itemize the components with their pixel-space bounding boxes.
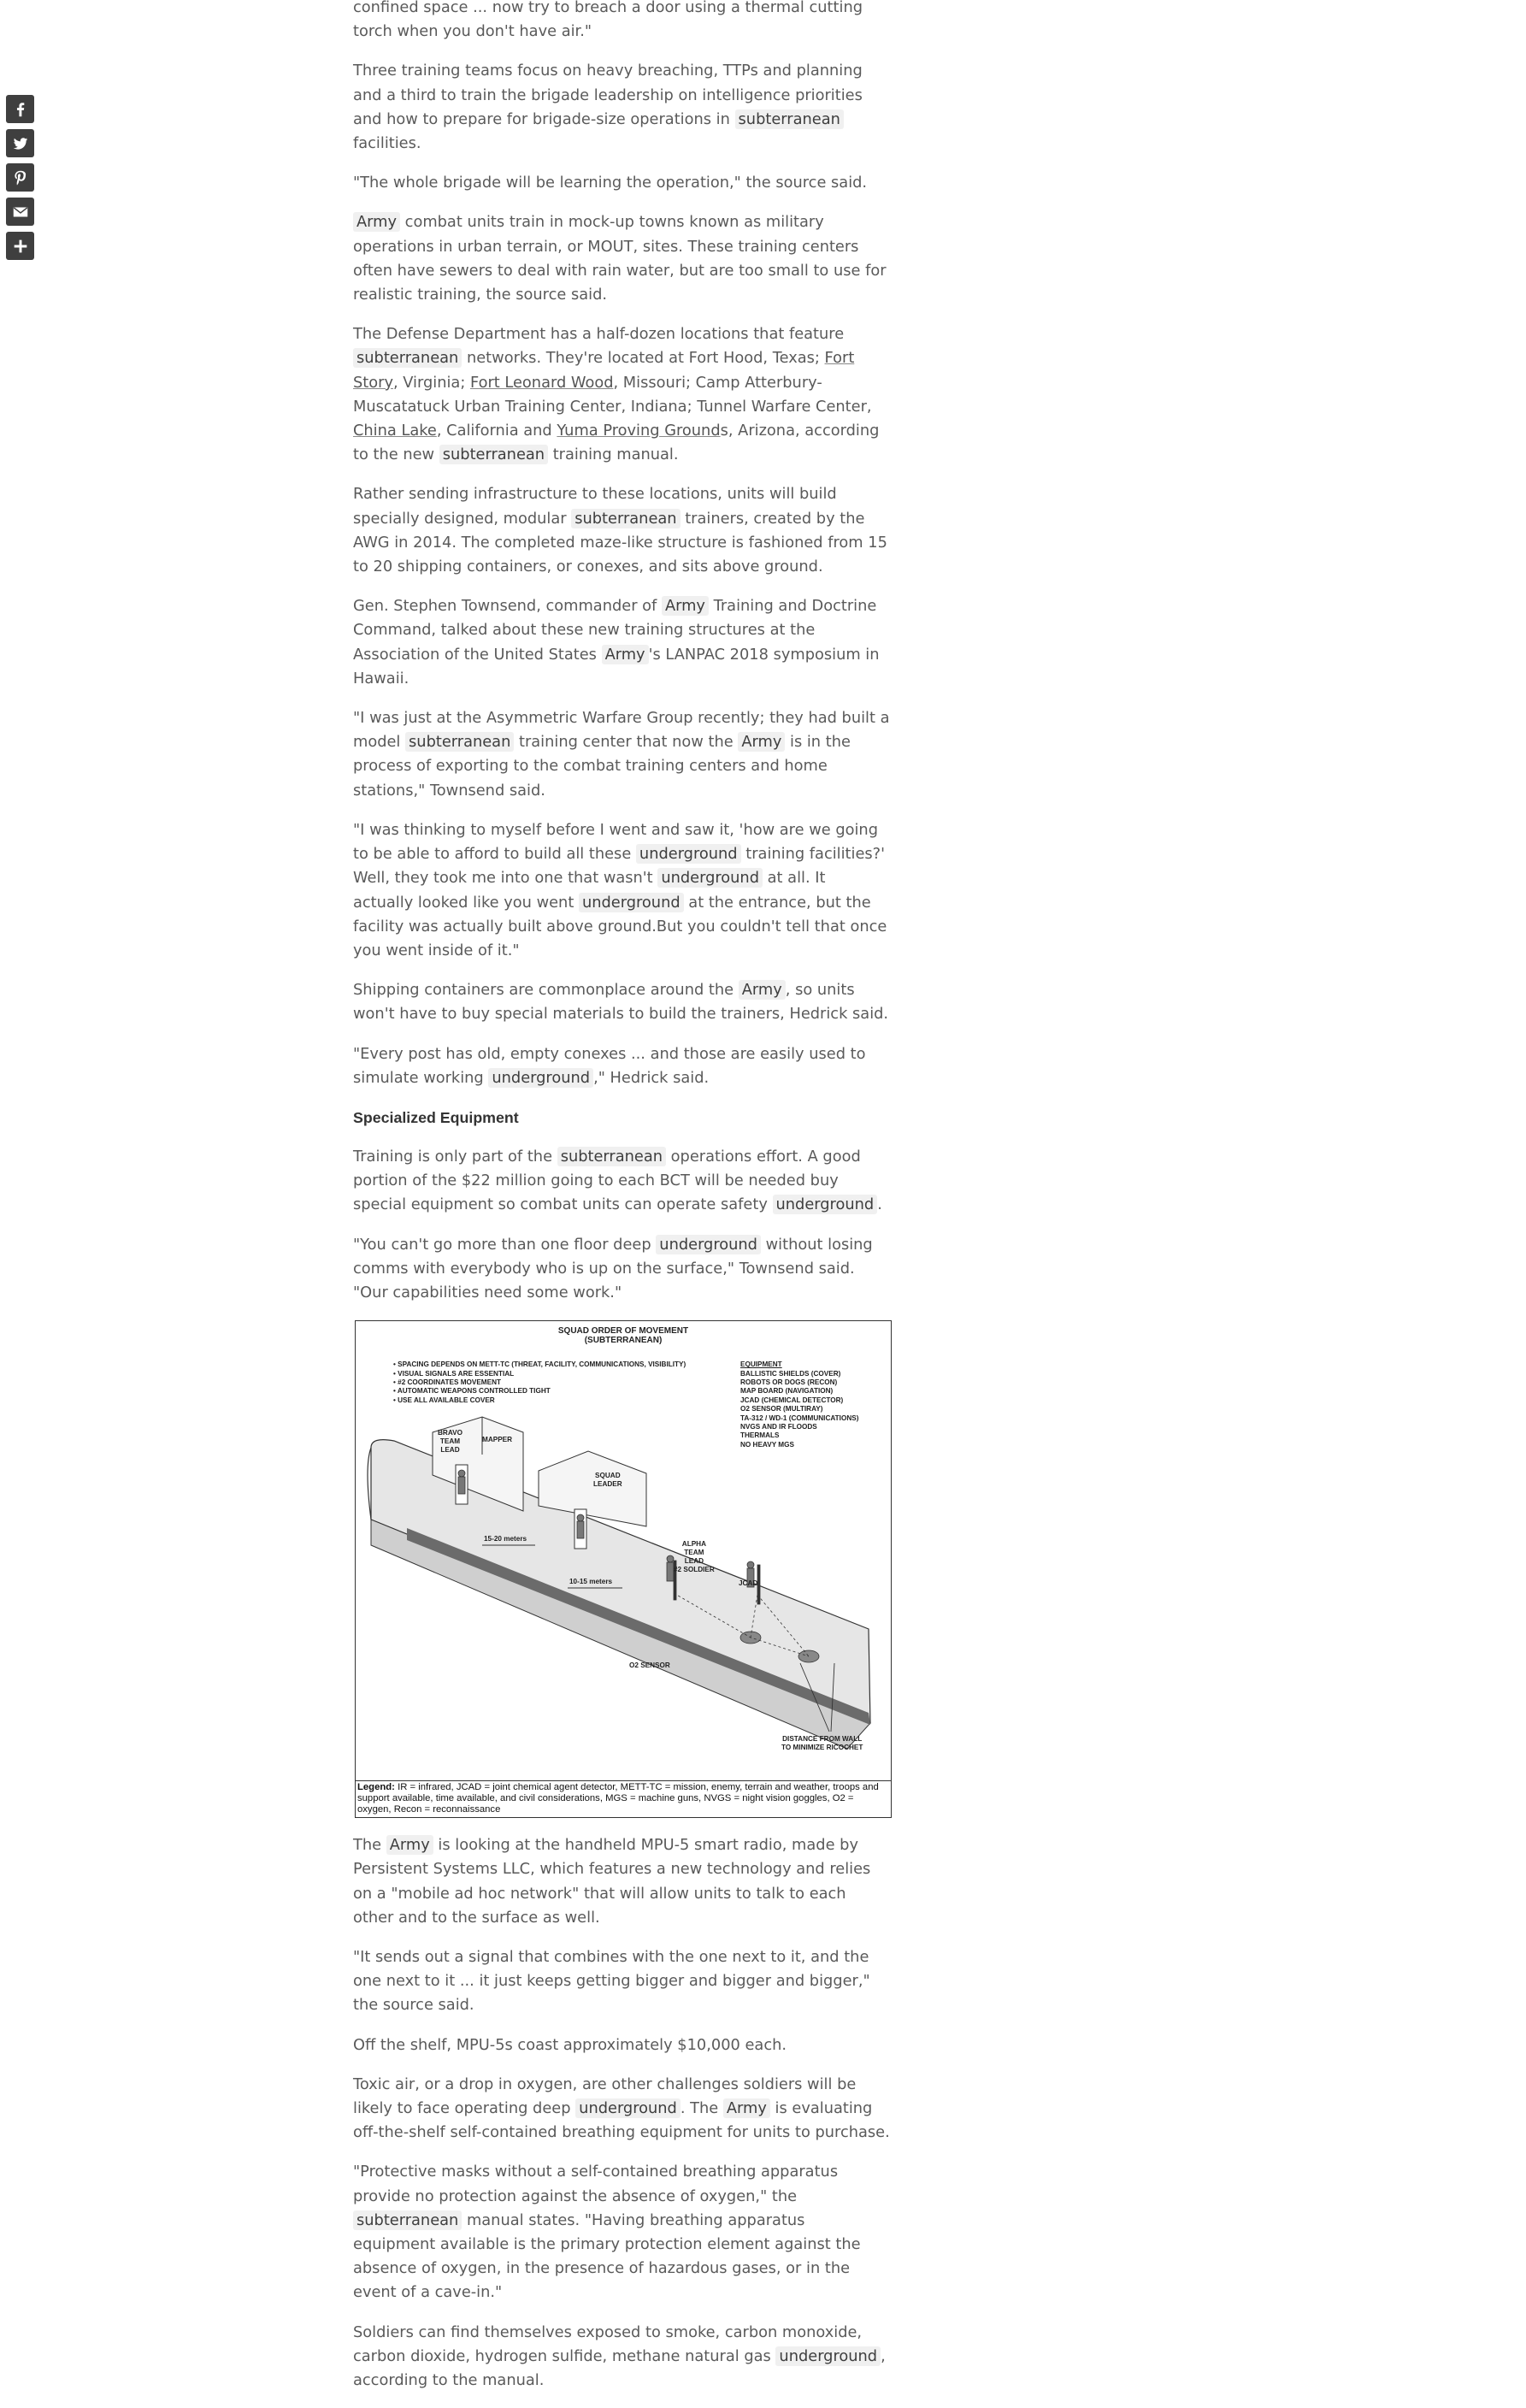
more-share-button[interactable] (6, 232, 34, 260)
paragraph: Off the shelf, MPU-5s coast approximately $10,000 each. (353, 2035, 787, 2054)
pinterest-icon (11, 168, 30, 187)
paragraph: Soldiers can find themselves exposed to smoke, carbon monoxide, carbon dioxide, hydrogen sulfide, methane natural gas underground , according to the manual. (353, 2322, 886, 2389)
figure-title: SQUAD ORDER OF MOVEMENT (SUBTERRANEAN) (557, 1326, 689, 1346)
paragraph: Shipping containers are commonplace around the Army , so units won't have to buy special materials to build the trainers, Hedrick said. (353, 981, 889, 1024)
paragraph: "Protective masks without a self-contained breathing apparatus provide no protection against the absence of oxygen," the subterranean manual states. "Having breathing apparatus equipment available is the primary protection element against the absence of oxygen, in the presence of hazardous gases, or in the event of a cave-in." (353, 2163, 861, 2302)
paragraph: "It sends out a signal that combines with the one next to it, and the one next to it ... it just keeps getting bigger and bigger and bigger," the source said. (353, 1947, 870, 2015)
paragraph: confined space ... now try to breach a door using a thermal cutting torch when you don't have air." (353, 0, 863, 41)
keyword-highlight[interactable]: underground (579, 893, 684, 912)
keyword-highlight[interactable]: underground (488, 1068, 593, 1088)
keyword-highlight[interactable]: subterranean (557, 1147, 666, 1166)
label-bravo-team-lead: BRAVO TEAM LEAD (438, 1429, 463, 1455)
link-china-lake[interactable]: China Lake (353, 422, 437, 440)
link-fort-story[interactable]: Fort Story (353, 349, 855, 392)
keyword-highlight[interactable]: subterranean (353, 2210, 462, 2230)
keyword-highlight[interactable]: subterranean (405, 732, 514, 752)
keyword-highlight[interactable]: subterranean (735, 109, 844, 129)
keyword-highlight[interactable]: Army (739, 980, 786, 1000)
keyword-highlight[interactable]: underground (775, 2346, 881, 2366)
plus-icon (11, 237, 30, 256)
equipment-item: ROBOTS OR DOGS (RECON) (740, 1378, 838, 1386)
label-mapper: MAPPER (482, 1436, 513, 1444)
keyword-highlight[interactable]: underground (636, 844, 741, 864)
keyword-highlight[interactable]: underground (773, 1195, 878, 1214)
figure-bullet: • #2 COORDINATES MOVEMENT (393, 1378, 501, 1386)
paragraph: Training is only part of the subterranean operations effort. A good portion of the $22 million going to each BCT will be needed buy special equipment so combat units can operate safety underground . (353, 1147, 882, 1214)
equipment-item: JCAD (CHEMICAL DETECTOR) (740, 1396, 844, 1404)
keyword-highlight[interactable]: underground (575, 2098, 681, 2118)
keyword-highlight[interactable]: Army (738, 732, 785, 752)
facebook-icon (11, 100, 30, 119)
article-body (353, 0, 890, 2408)
paragraph: "Every post has old, empty conexes ... and those are easily used to simulate working underground ," Hedrick said. (353, 1044, 866, 1087)
paragraph: The Army is looking at the handheld MPU-5 smart radio, made by Persistent Systems LLC, which features a new technology and relies on a "mobile ad hoc network" that will allow units to talk to each other and to the surface as well. (353, 1836, 871, 1927)
pinterest-share-button[interactable] (6, 163, 34, 192)
equipment-item: O2 SENSOR (MULTIRAY) (740, 1405, 823, 1414)
keyword-highlight[interactable]: underground (656, 1235, 761, 1254)
keyword-highlight[interactable]: Army (662, 596, 709, 616)
keyword-highlight[interactable]: Army (602, 645, 649, 664)
email-share-button[interactable] (6, 198, 34, 226)
figure-legend: Legend: IR = infrared, JCAD = joint chemical agent detector, METT-TC = mission, enemy, terrain and weather, troops and support available, time available, and civil considerations, MGS = machine guns, NVGS = night vision goggles, O2 = oxygen, Recon = reconnaissance (356, 1780, 891, 1817)
keyword-highlight[interactable]: Army (353, 212, 400, 232)
paragraph: "I was just at the Asymmetric Warfare Group recently; they had built a model subterranean training center that now the Army is in the process of exporting to the combat training centers and home stations," Townsend said. (353, 709, 890, 800)
twitter-share-button[interactable] (6, 129, 34, 157)
paragraph: Rather sending infrastructure to these locations, units will build specially designed, modular subterranean trainers, created by the AWG in 2014. The completed maze-like structure is fashioned from 15 to 20 shipping containers, or conexes, and sits above ground. (353, 485, 887, 576)
keyword-highlight[interactable]: underground (657, 868, 763, 888)
label-distance-10-15: 10-15 meters (569, 1578, 613, 1586)
link-fort-leonard-wood[interactable]: Fort Leonard Wood (469, 373, 614, 392)
equipment-heading: EQUIPMENT (740, 1360, 782, 1369)
figure-bullet: • AUTOMATIC WEAPONS CONTROLLED TIGHT (393, 1387, 551, 1396)
label-alpha-team-lead: ALPHA TEAM LEAD #2 SOLDIER (674, 1540, 715, 1574)
equipment-item: NO HEAVY MGS (740, 1440, 794, 1449)
figure-equipment-list (740, 1360, 858, 1449)
paragraph: Army combat units train in mock-up towns known as military operations in urban terrain, or MOUT, sites. These training centers often have sewers to deal with rain water, but are too small to use for realistic training, the source said. (353, 213, 887, 304)
equipment-item: TA-312 / WD-1 (COMMUNICATIONS) (740, 1414, 859, 1422)
paragraph: "You can't go more than one floor deep underground without losing comms with everybody who is up on the surface," Townsend said. "Our capabilities need some work." (353, 1235, 873, 1301)
keyword-highlight[interactable]: subterranean (571, 509, 680, 528)
paragraph: "I was thinking to myself before I went and saw it, 'how are we going to be able to afford to build all these underground training facilities?' Well, they took me into one that wasn't underground at all. It actually looked like you went underground at the entrance, but the facility was actually built above ground.But you couldn't tell that once you went inside of it." (353, 820, 887, 959)
figure-bullet: • USE ALL AVAILABLE COVER (393, 1396, 495, 1404)
paragraph: The Defense Department has a half-dozen locations that feature subterranean networks. They're located at Fort Hood, Texas; Fort Story, Virginia; Fort Leonard Wood, Missouri; Camp Atterbury-Muscatatuck Urban Training Center, Indiana; Tunnel Warfare Center, China Lake, California and Yuma Proving Grounds, Arizona, according to the new subterranean training manual. (353, 325, 880, 464)
twitter-icon (11, 134, 30, 153)
paragraph: Toxic air, or a drop in oxygen, are other challenges soldiers will be likely to face operating deep underground . The Army is evaluating off-the-shelf self-contained breathing equipment for units to purchase. (353, 2075, 890, 2142)
figure-bullet: • SPACING DEPENDS ON METT-TC (THREAT, FACILITY, COMMUNICATIONS, VISIBILITY) (393, 1360, 686, 1369)
keyword-highlight[interactable]: Army (386, 1835, 433, 1855)
label-o2-sensor: O2 SENSOR (629, 1661, 670, 1670)
email-icon (11, 203, 30, 221)
keyword-highlight[interactable]: subterranean (439, 445, 548, 464)
equipment-item: NVGS AND IR FLOODS (740, 1422, 817, 1431)
equipment-item: BALLISTIC SHIELDS (COVER) (740, 1369, 841, 1378)
label-distance-from-wall: DISTANCE FROM WALL TO MINIMIZE RICOCHET (781, 1735, 863, 1752)
figure-bullet: • VISUAL SIGNALS ARE ESSENTIAL (393, 1369, 515, 1378)
equipment-item: MAP BOARD (NAVIGATION) (740, 1387, 834, 1396)
keyword-highlight[interactable]: subterranean (353, 348, 462, 368)
keyword-highlight[interactable]: Army (723, 2098, 770, 2118)
label-jcad: JCAD (739, 1579, 758, 1588)
paragraph: Gen. Stephen Townsend, commander of Army Training and Doctrine Command, talked about these new training structures at the Association of the United States Army 's LANPAC 2018 symposium in Hawaii. (353, 597, 880, 688)
label-distance-15-20: 15-20 meters (484, 1535, 527, 1543)
link-yuma-proving-ground[interactable]: Yuma Proving Ground (557, 422, 721, 440)
facebook-share-button[interactable] (6, 95, 34, 123)
paragraph: "The whole brigade will be learning the operation," the source said. (353, 174, 868, 192)
equipment-item: THERMALS (740, 1431, 780, 1440)
share-bar (6, 95, 34, 266)
section-heading: Specialized Equipment (353, 1108, 519, 1126)
figure-bullet-list (393, 1360, 686, 1405)
label-squad-leader: SQUAD LEADER (593, 1472, 622, 1489)
squad-movement-figure (355, 1320, 892, 1818)
paragraph: Three training teams focus on heavy breaching, TTPs and planning and a third to train the brigade leadership on intelligence priorities and how to prepare for brigade-size operations in subterranean facilities. (353, 62, 863, 153)
